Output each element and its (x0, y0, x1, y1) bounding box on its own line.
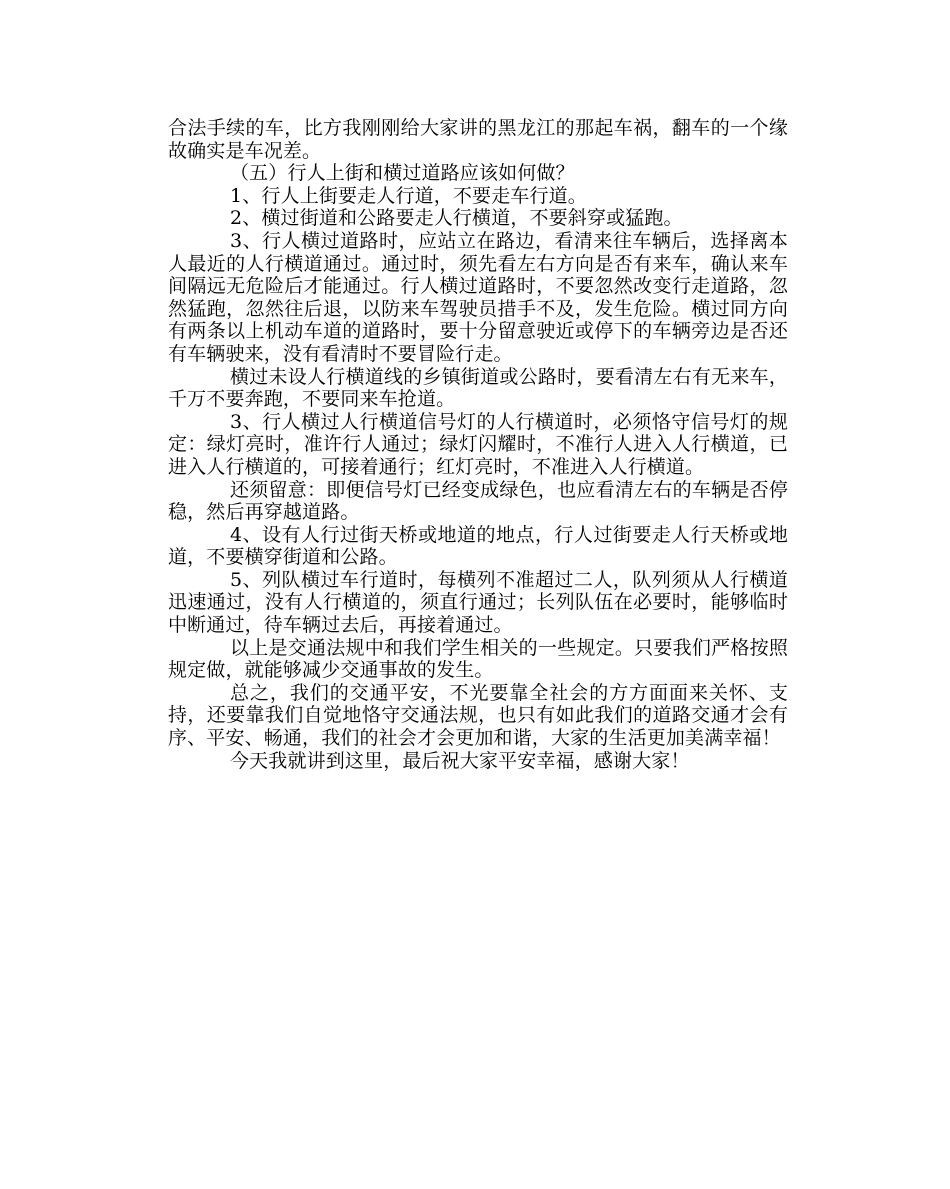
paragraph-rule-1: 1、行人上街要走人行道，不要走车行道。 (230, 184, 587, 207)
paragraph-conclusion: 总之，我们的交通平安，不光要靠全社会的方方面面来关怀、支持，还要靠我们自觉地恪守交通法规，也只有如此我们的道路交通才会有序、平安、畅通，我们的社会才会更加和谐，大家的生活更加美满幸福！ (168, 681, 788, 750)
document-body (168, 117, 788, 772)
paragraph-rule-2: 2、横过街道和公路要走人行横道，不要斜穿或猛跑。 (230, 207, 683, 230)
paragraph-caution: 还须留意：即便信号灯已经变成绿色，也应看清左右的车辆是否停稳，然后再穿越道路。 (168, 478, 788, 524)
paragraph-rule-3: 3、行人横过道路时，应站立在路边，看清来往车辆后，选择离本人最近的人行横道通过。通过时，须先看左右方向是否有来车，确认来车间隔远无危险后才能通过。行人横过道路时，不要忽然改变行走道路，忽然猛跑，忽然往后退，以防来车驾驶员措手不及，发生危险。横过同方向有两条以上机动车道的道路时，要十分留意驶近或停下的车辆旁边是否还有车辆驶来，没有看清时不要冒险行走。 (168, 229, 788, 365)
paragraph-rule-5: 5、列队横过车行道时，每横列不准超过二人，队列须从人行横道迅速通过，没有人行横道的，须直行通过；长列队伍在必要时，能够临时中断通过，待车辆过去后，再接着通过。 (168, 568, 788, 637)
paragraph-closing: 今天我就讲到这里，最后祝大家平安幸福，感谢大家！ (230, 749, 690, 772)
paragraph-signal-rule: 3、行人横过人行横道信号灯的人行横道时，必须恪守信号灯的规定：绿灯亮时，准许行人通过；绿灯闪耀时，不准行人进入人行横道，已进入人行横道的，可接着通行；红灯亮时，不准进入人行横道。 (168, 410, 788, 478)
paragraph-rule-4: 4、设有人行过街天桥或地道的地点，行人过街要走人行天桥或地道，不要横穿街道和公路。 (168, 523, 788, 569)
paragraph-no-crosswalk: 横过未设人行横道线的乡镇街道或公路时，要看清左右有无来车，千万不要奔跑，不要同来车抢道。 (168, 365, 788, 411)
paragraph-summary: 以上是交通法规中和我们学生相关的一些规定。只要我们严格按照规定做，就能够减少交通事故的发生。 (168, 636, 788, 682)
section-heading: （五）行人上街和横过道路应该如何做？ (230, 162, 575, 185)
paragraph-continuation: 合法手续的车，比方我刚刚给大家讲的黑龙江的那起车祸，翻车的一个缘故确实是车况差。 (168, 117, 788, 162)
